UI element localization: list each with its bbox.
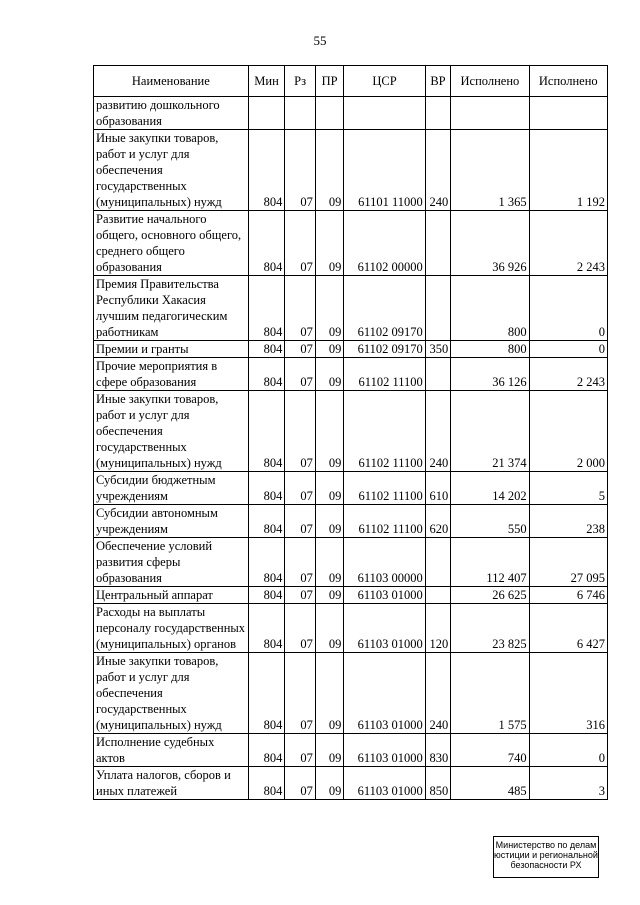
cell-vr: 850 xyxy=(425,767,450,800)
stamp-line: безопасности РХ xyxy=(510,860,582,870)
table-row xyxy=(94,276,608,341)
cell-vr xyxy=(425,97,450,130)
cell-rz: 07 xyxy=(285,734,316,767)
cell-rz: 07 xyxy=(285,472,316,505)
cell-vr xyxy=(425,358,450,391)
cell-pr: 09 xyxy=(315,653,343,734)
cell-rz: 07 xyxy=(285,767,316,800)
cell-name: Прочие мероприятия в сфере образования xyxy=(94,358,249,391)
cell-name: Уплата налогов, сборов и иных платежей xyxy=(94,767,249,800)
cell-rz: 07 xyxy=(285,505,316,538)
cell-executed-1: 485 xyxy=(451,767,529,800)
cell-min: 804 xyxy=(248,604,285,653)
stamp-line: юстиции и региональной xyxy=(494,850,598,860)
cell-min: 804 xyxy=(248,653,285,734)
cell-executed-2: 1 192 xyxy=(529,130,607,211)
cell-min: 804 xyxy=(248,211,285,276)
header-executed-2: Исполнено xyxy=(529,66,607,97)
cell-csr: 61102 11100 xyxy=(344,391,425,472)
cell-executed-2: 0 xyxy=(529,734,607,767)
cell-rz: 07 xyxy=(285,358,316,391)
cell-csr: 61103 01000 xyxy=(344,767,425,800)
cell-rz: 07 xyxy=(285,391,316,472)
cell-csr: 61103 01000 xyxy=(344,734,425,767)
cell-csr: 61102 00000 xyxy=(344,211,425,276)
cell-executed-1: 800 xyxy=(451,341,529,358)
table-row xyxy=(94,211,608,276)
cell-pr: 09 xyxy=(315,358,343,391)
cell-name: Иные закупки товаров, работ и услуг для обеспечения государственных (муниципальных) нужд xyxy=(94,130,249,211)
cell-executed-1: 550 xyxy=(451,505,529,538)
cell-vr: 240 xyxy=(425,653,450,734)
header-pr: ПР xyxy=(315,66,343,97)
cell-executed-1 xyxy=(451,97,529,130)
cell-csr: 61101 11000 xyxy=(344,130,425,211)
header-min: Мин xyxy=(248,66,285,97)
cell-vr: 240 xyxy=(425,130,450,211)
cell-name: развитию дошкольного образования xyxy=(94,97,249,130)
cell-executed-2: 5 xyxy=(529,472,607,505)
cell-vr: 620 xyxy=(425,505,450,538)
cell-rz: 07 xyxy=(285,276,316,341)
table-row xyxy=(94,734,608,767)
cell-executed-2: 6 427 xyxy=(529,604,607,653)
cell-pr: 09 xyxy=(315,276,343,341)
cell-min: 804 xyxy=(248,734,285,767)
stamp-line: Министерство по делам xyxy=(495,840,597,850)
cell-pr: 09 xyxy=(315,505,343,538)
cell-csr: 61103 01000 xyxy=(344,653,425,734)
cell-executed-1: 36 926 xyxy=(451,211,529,276)
header-csr: ЦСР xyxy=(344,66,425,97)
cell-pr: 09 xyxy=(315,211,343,276)
cell-csr: 61103 01000 xyxy=(344,604,425,653)
cell-executed-1: 740 xyxy=(451,734,529,767)
cell-rz: 07 xyxy=(285,604,316,653)
cell-rz: 07 xyxy=(285,587,316,604)
header-vr: ВР xyxy=(425,66,450,97)
cell-name: Субсидии автономным учреждениям xyxy=(94,505,249,538)
cell-vr xyxy=(425,211,450,276)
cell-name: Премия Правительства Республики Хакасия лучшим педагогическим работникам xyxy=(94,276,249,341)
cell-csr: 61103 00000 xyxy=(344,538,425,587)
cell-executed-1: 26 625 xyxy=(451,587,529,604)
cell-name: Иные закупки товаров, работ и услуг для обеспечения государственных (муниципальных) нужд xyxy=(94,391,249,472)
header-rz: Рз xyxy=(285,66,316,97)
cell-executed-2: 0 xyxy=(529,276,607,341)
cell-min: 804 xyxy=(248,767,285,800)
cell-name: Центральный аппарат xyxy=(94,587,249,604)
cell-min: 804 xyxy=(248,538,285,587)
cell-executed-1: 14 202 xyxy=(451,472,529,505)
cell-executed-1: 23 825 xyxy=(451,604,529,653)
cell-executed-2: 27 095 xyxy=(529,538,607,587)
table-row xyxy=(94,130,608,211)
cell-executed-2 xyxy=(529,97,607,130)
cell-min xyxy=(248,97,285,130)
table-row xyxy=(94,358,608,391)
cell-csr: 61102 09170 xyxy=(344,276,425,341)
table-row xyxy=(94,472,608,505)
table-row xyxy=(94,341,608,358)
cell-vr: 240 xyxy=(425,391,450,472)
cell-vr: 610 xyxy=(425,472,450,505)
cell-vr: 350 xyxy=(425,341,450,358)
cell-executed-1: 36 126 xyxy=(451,358,529,391)
cell-rz xyxy=(285,97,316,130)
cell-name: Иные закупки товаров, работ и услуг для обеспечения государственных (муниципальных) нужд xyxy=(94,653,249,734)
cell-vr xyxy=(425,276,450,341)
cell-rz: 07 xyxy=(285,538,316,587)
cell-vr: 120 xyxy=(425,604,450,653)
table-row xyxy=(94,767,608,800)
cell-executed-1: 21 374 xyxy=(451,391,529,472)
cell-name: Расходы на выплаты персоналу государственных (муниципальных) органов xyxy=(94,604,249,653)
cell-pr: 09 xyxy=(315,341,343,358)
cell-csr: 61103 01000 xyxy=(344,587,425,604)
header-executed-1: Исполнено xyxy=(451,66,529,97)
cell-name: Развитие начального общего, основного общего, среднего общего образования xyxy=(94,211,249,276)
cell-executed-2: 2 243 xyxy=(529,358,607,391)
cell-pr: 09 xyxy=(315,587,343,604)
cell-min: 804 xyxy=(248,505,285,538)
cell-min: 804 xyxy=(248,358,285,391)
cell-pr: 09 xyxy=(315,604,343,653)
cell-vr: 830 xyxy=(425,734,450,767)
cell-rz: 07 xyxy=(285,341,316,358)
cell-pr: 09 xyxy=(315,734,343,767)
cell-executed-1: 1 365 xyxy=(451,130,529,211)
cell-name: Субсидии бюджетным учреждениям xyxy=(94,472,249,505)
cell-csr: 61102 09170 xyxy=(344,341,425,358)
cell-executed-2: 238 xyxy=(529,505,607,538)
budget-table xyxy=(93,65,608,800)
header-name: Наименование xyxy=(94,66,249,97)
cell-rz: 07 xyxy=(285,130,316,211)
table-row xyxy=(94,97,608,130)
cell-executed-2: 3 xyxy=(529,767,607,800)
cell-min: 804 xyxy=(248,341,285,358)
table-row xyxy=(94,391,608,472)
page-number: 55 xyxy=(313,33,327,48)
cell-executed-2: 2 243 xyxy=(529,211,607,276)
cell-name: Исполнение судебных актов xyxy=(94,734,249,767)
cell-csr xyxy=(344,97,425,130)
cell-executed-2: 6 746 xyxy=(529,587,607,604)
cell-name: Обеспечение условий развития сферы образования xyxy=(94,538,249,587)
table-row xyxy=(94,505,608,538)
ministry-stamp xyxy=(493,836,599,878)
cell-pr: 09 xyxy=(315,472,343,505)
cell-rz: 07 xyxy=(285,653,316,734)
cell-executed-1: 112 407 xyxy=(451,538,529,587)
cell-csr: 61102 11100 xyxy=(344,358,425,391)
table-row xyxy=(94,587,608,604)
cell-pr: 09 xyxy=(315,130,343,211)
table-row xyxy=(94,604,608,653)
table-header-row xyxy=(94,66,608,97)
cell-vr xyxy=(425,538,450,587)
table-row xyxy=(94,653,608,734)
cell-min: 804 xyxy=(248,587,285,604)
cell-executed-1: 800 xyxy=(451,276,529,341)
cell-executed-2: 316 xyxy=(529,653,607,734)
cell-min: 804 xyxy=(248,276,285,341)
table-row xyxy=(94,538,608,587)
cell-min: 804 xyxy=(248,391,285,472)
cell-executed-2: 0 xyxy=(529,341,607,358)
cell-min: 804 xyxy=(248,130,285,211)
cell-csr: 61102 11100 xyxy=(344,505,425,538)
cell-executed-2: 2 000 xyxy=(529,391,607,472)
cell-csr: 61102 11100 xyxy=(344,472,425,505)
cell-pr: 09 xyxy=(315,391,343,472)
cell-pr: 09 xyxy=(315,767,343,800)
cell-executed-1: 1 575 xyxy=(451,653,529,734)
cell-pr xyxy=(315,97,343,130)
cell-vr xyxy=(425,587,450,604)
cell-min: 804 xyxy=(248,472,285,505)
cell-rz: 07 xyxy=(285,211,316,276)
cell-name: Премии и гранты xyxy=(94,341,249,358)
cell-pr: 09 xyxy=(315,538,343,587)
